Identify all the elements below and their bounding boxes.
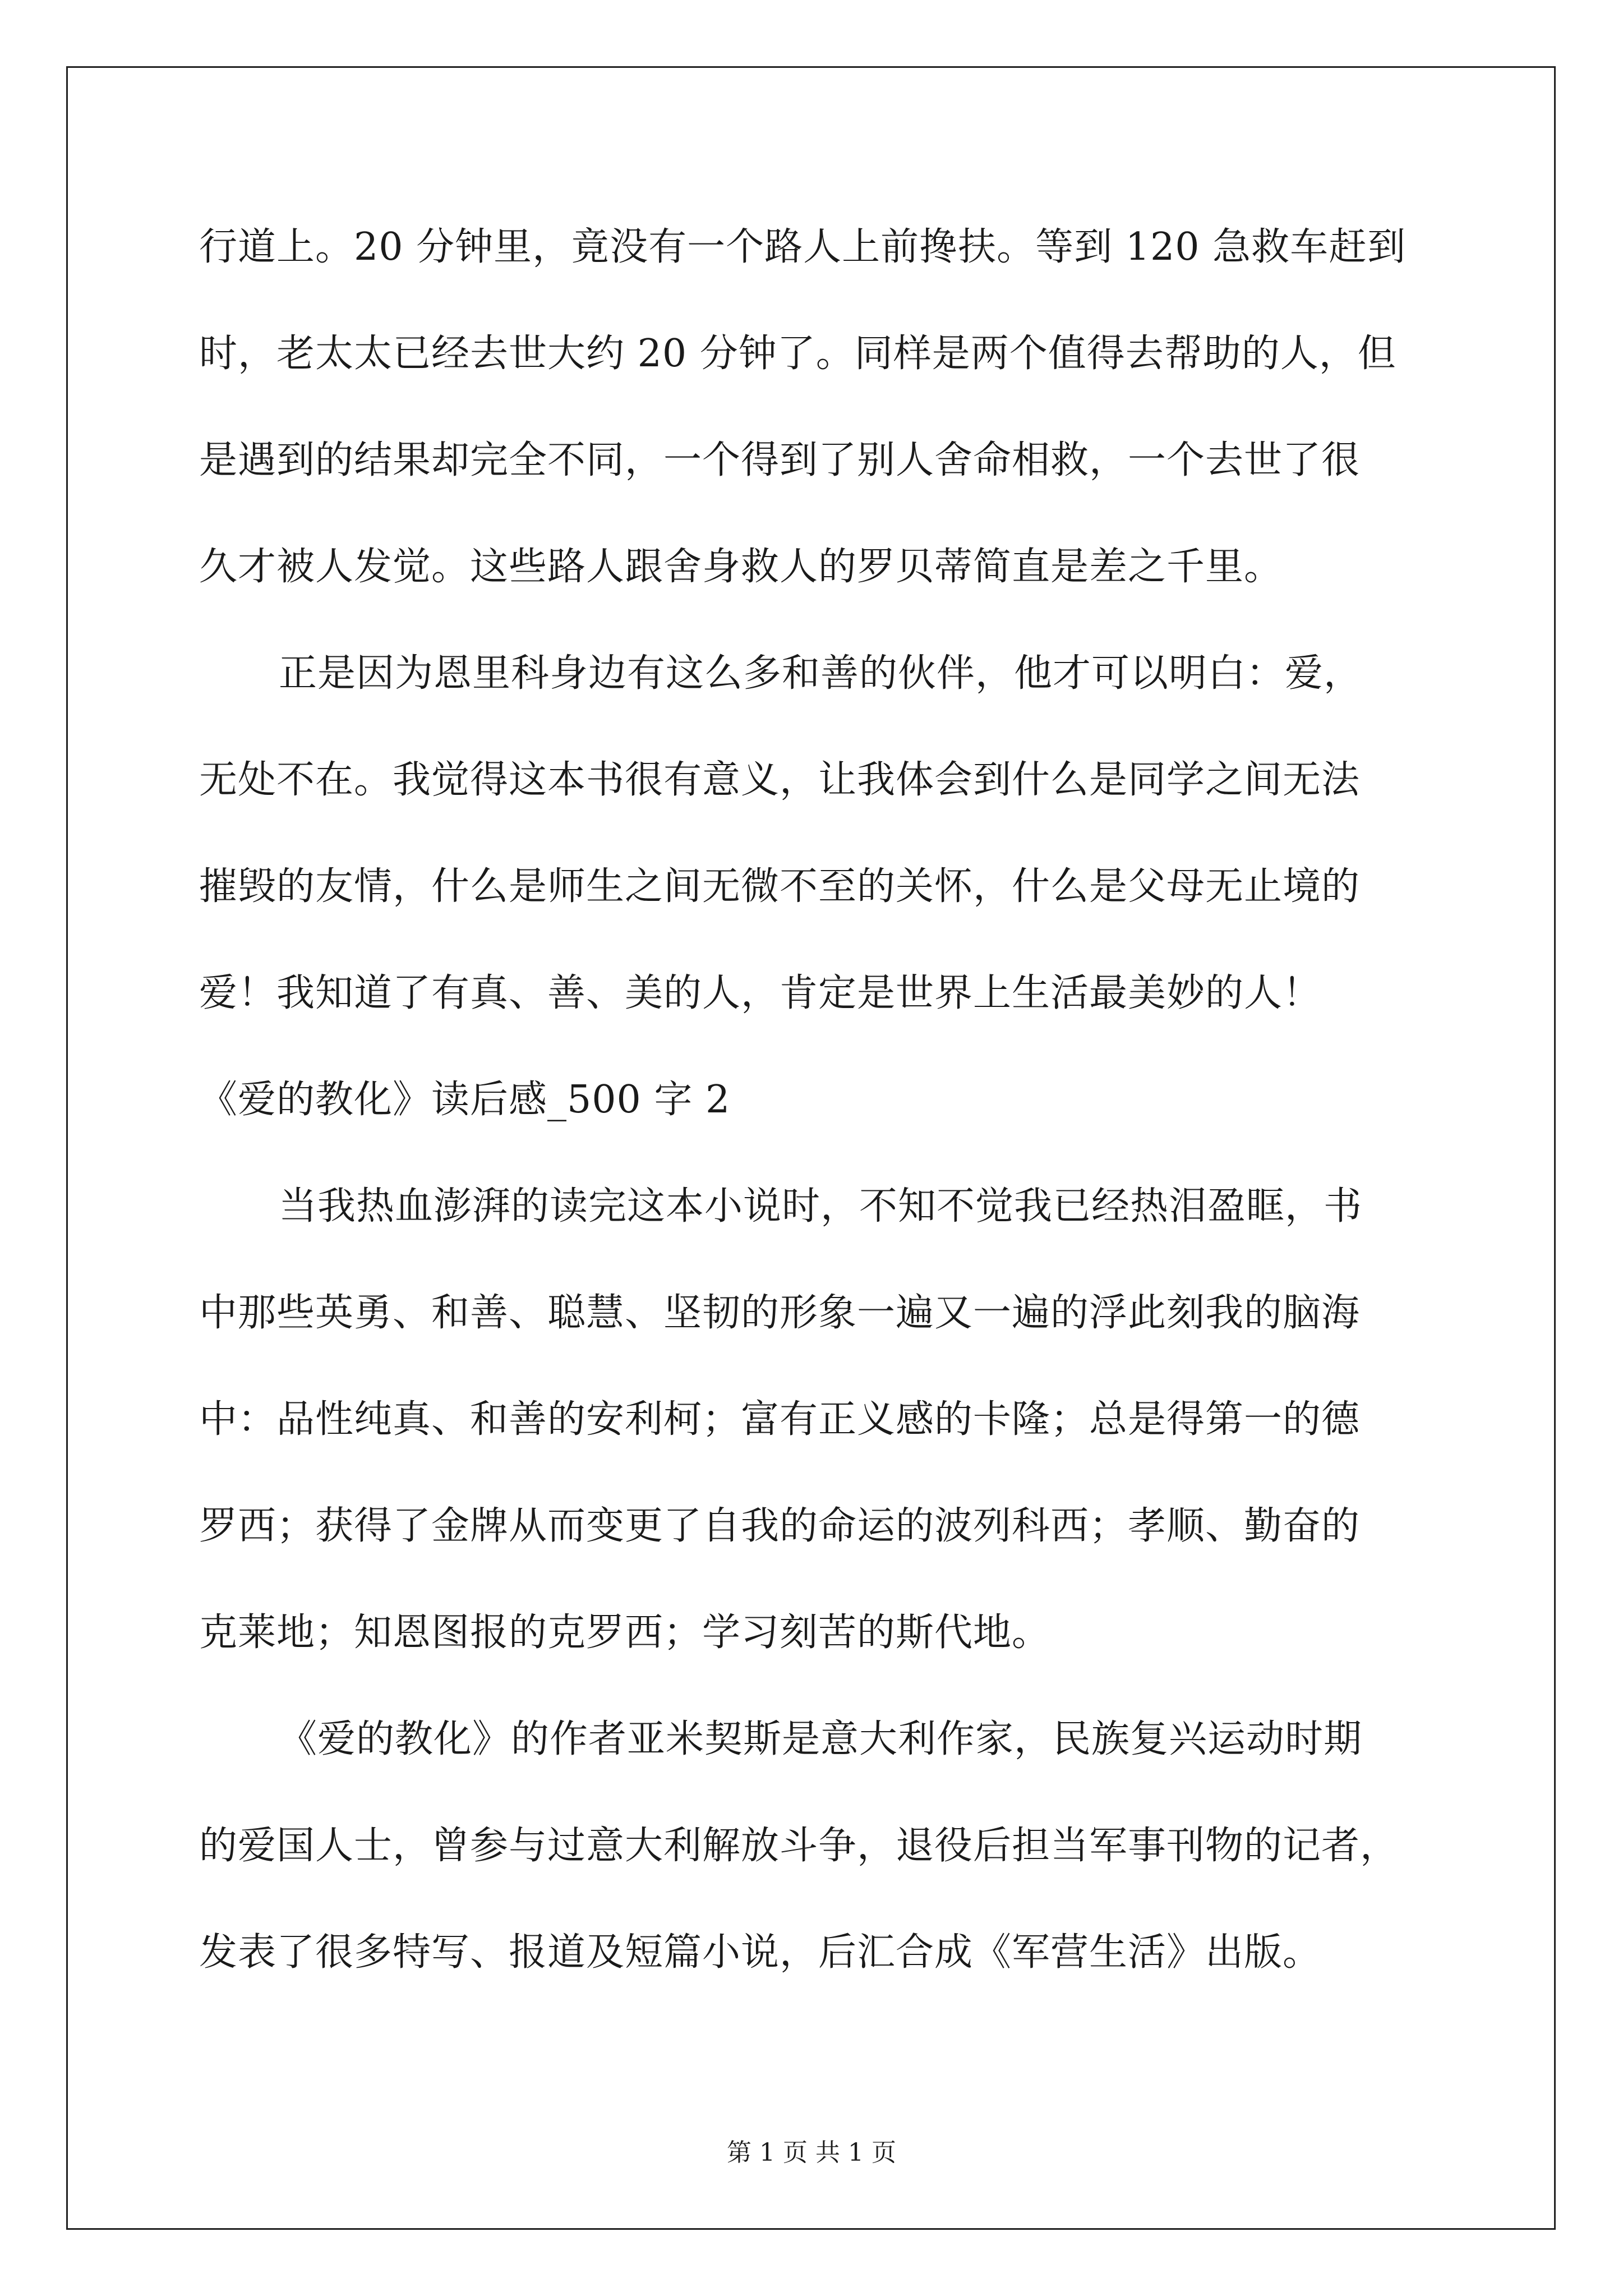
body-line: 摧毁的友情，什么是师生之间无微不至的关怀，什么是父母无止境的 [199, 864, 1361, 909]
body-line: 爱！我知道了有真、善、美的人，肯定是世界上生活最美妙的人！ [199, 971, 1322, 1015]
body-line: 是遇到的结果却完全不同，一个得到了别人舍命相救，一个去世了很 [199, 438, 1361, 482]
body-line: 时，老太太已经去世大约 20 分钟了。同样是两个值得去帮助的人，但 [199, 332, 1396, 376]
paragraph-start-line: 当我热血澎湃的读完这本小说时，不知不觉我已经热泪盈眶，书 [279, 1184, 1363, 1228]
body-line: 无处不在。我觉得这本书很有意义，让我体会到什么是同学之间无法 [199, 758, 1361, 802]
body-line: 发表了很多特写、报道及短篇小说，后汇合成《军营生活》出版。 [199, 1930, 1322, 1975]
paragraph-start-line: 正是因为恩里科身边有这么多和善的伙伴，他才可以明白：爱， [279, 651, 1363, 696]
body-line: 中那些英勇、和善、聪慧、坚韧的形象一遍又一遍的浮此刻我的脑海 [199, 1291, 1361, 1335]
section-heading: 《爱的教化》读后感_500 字 2 [199, 1078, 731, 1122]
body-line: 久才被人发觉。这些路人跟舍身救人的罗贝蒂简直是差之千里。 [199, 545, 1283, 589]
document-body [199, 217, 1438, 2028]
paragraph-start-line: 《爱的教化》的作者亚米契斯是意大利作家，民族复兴运动时期 [279, 1717, 1363, 1761]
page-number-footer: 第 1 页 共 1 页 [727, 2138, 896, 2167]
body-line: 克莱地；知恩图报的克罗西；学习刻苦的斯代地。 [199, 1611, 1051, 1655]
body-line: 罗西；获得了金牌从而变更了自我的命运的波列科西；孝顺、勤奋的 [199, 1504, 1361, 1548]
body-line: 行道上。20 分钟里，竟没有一个路人上前搀扶。等到 120 急救车赶到 [199, 225, 1407, 269]
body-line: 的爱国人士，曾参与过意大利解放斗争，退役后担当军事刊物的记者， [199, 1824, 1399, 1868]
body-line: 中：品性纯真、和善的安利柯；富有正义感的卡隆；总是得第一的德 [199, 1397, 1361, 1442]
